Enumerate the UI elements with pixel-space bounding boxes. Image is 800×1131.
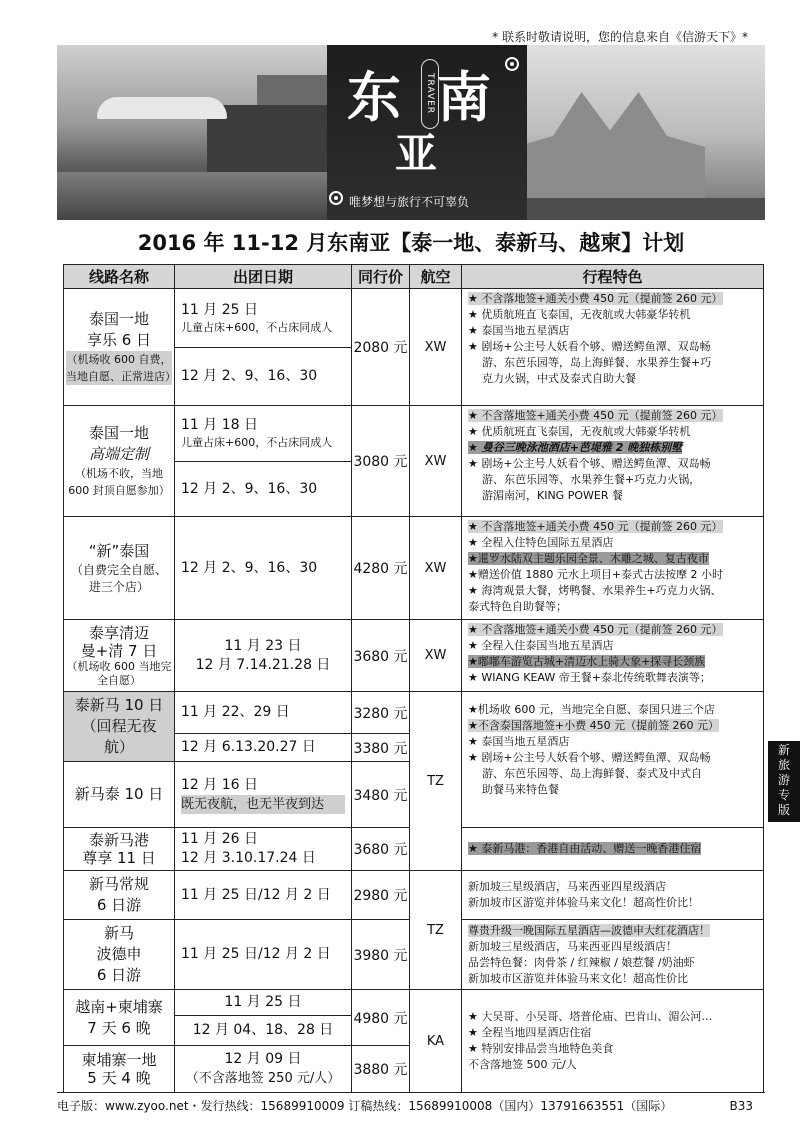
itinerary-line: ★ 剧场+公主号人妖看个够、赠送鳄鱼潭、双岛畅: [468, 457, 711, 470]
departure-date-cell: [175, 1046, 352, 1093]
itinerary-line: ★ 大吴哥、小吴哥、塔普伦庙、巴肯山、湄公河…: [468, 1010, 713, 1023]
route-name: 波德申: [96, 945, 142, 963]
departure-date-cell: 11 月 22、29 日: [175, 692, 352, 734]
route-note: （自费完全自愿、进三个店）: [70, 562, 167, 594]
departure-date-cell: [175, 828, 352, 871]
itinerary-line: 游、东芭乐园等、岛上海鲜餐、泰式及中式自: [482, 767, 702, 780]
departure-date-cell: 12 月 04、18、28 日: [175, 1016, 352, 1046]
price-cell: 3280 元: [352, 692, 410, 734]
info-source-notice: * 联系时敬请说明，您的信息来自《信游天下》*: [492, 30, 748, 44]
itinerary-line: ★ 泰新马港：香港自由活动、赠送一晚香港住宿: [468, 842, 702, 855]
side-tab-char: 版: [777, 803, 790, 817]
table-row: [64, 692, 764, 734]
banner-slogan: 唯梦想与旅行不可辜负: [349, 195, 470, 209]
logo-traver-badge: TRAVER: [421, 59, 439, 129]
itinerary-line: ★ 曼谷三晚泳池酒店+芭堤雅 2 晚独栋别墅: [468, 441, 683, 454]
airline-cell: XW: [410, 620, 462, 692]
side-tab-char: 游: [777, 773, 790, 787]
price-cell: 3080 元: [352, 406, 410, 517]
departure-date-cell: 11 月 25 日/12 月 2 日: [175, 920, 352, 990]
no-night-flight-note: 既无夜航，也无半夜到达: [181, 795, 345, 814]
airline-cell: XW: [410, 289, 462, 406]
itinerary-line: 克力火锅，中式及泰式自助大餐: [482, 372, 636, 385]
route-name: 泰新马港: [88, 831, 149, 849]
itinerary-line: 游、东芭乐园等、水果养生餐+巧克力火锅，: [482, 473, 701, 486]
table-row: [64, 871, 764, 920]
child-price-note: 儿童占床+600，不占床同成人: [181, 320, 333, 334]
route-name: 泰国一地: [88, 424, 149, 442]
departure-date: 12 月 3.10.17.24 日: [181, 850, 316, 866]
departure-date-cell: [175, 406, 352, 462]
itinerary-line: ★暹罗水陆双主题乐园全景、木雕之城、复古夜市: [468, 552, 709, 565]
itinerary-line: 游、东芭乐园等，岛上海鲜餐、水果养生餐+巧: [482, 356, 712, 369]
route-note: （机场收 600 自费，当地自愿、正常进店）: [66, 353, 176, 383]
itinerary-line: ★ 剧场+公主号人妖看个够、赠送鳄鱼潭、双岛畅: [468, 751, 711, 764]
itinerary-line: ★ 不含落地签+通关小费 450 元（提前签 260 元）: [468, 409, 723, 422]
thai-temple-photo: [485, 45, 765, 220]
itinerary-line: ★ 全程当地四星酒店住宿: [468, 1026, 592, 1039]
itinerary-line: ★ 全程入住泰国当地五星酒店: [468, 639, 614, 652]
route-name: 5 天 4 晚: [87, 1069, 151, 1087]
itinerary-cell: [462, 871, 764, 920]
route-name-cell: [64, 920, 175, 990]
airline-cell: TZ: [410, 692, 462, 871]
route-name: 高端定制: [88, 445, 149, 463]
itinerary-line: 助餐马来特色餐: [482, 783, 559, 796]
price-cell: 4980 元: [352, 990, 410, 1046]
route-name: 泰新马 10 日: [74, 696, 164, 714]
itinerary-line: 不含落地签 500 元/人: [468, 1058, 577, 1071]
table-row: [64, 406, 764, 462]
departure-date-cell: 12 月 2、9、16、30: [175, 517, 352, 620]
visa-note: （不含落地签 250 元/人）: [185, 1071, 341, 1086]
logo-char-nan: 南: [437, 66, 491, 129]
price-cell: 3980 元: [352, 920, 410, 990]
itinerary-line: 新加坡三星级酒店，马来西亚四星级酒店: [468, 880, 666, 893]
route-name: 泰国一地: [88, 310, 149, 328]
route-name: 尊享 11 日: [82, 849, 156, 867]
airline-cell: XW: [410, 406, 462, 517]
itinerary-line: 新加坡市区游览并体验马来文化！超高性价比！: [468, 896, 699, 909]
itinerary-cell: [462, 517, 764, 620]
tour-schedule-table: [63, 264, 764, 1093]
route-name: （回程无夜: [81, 717, 157, 735]
route-name: 越南+柬埔寨: [75, 997, 163, 1016]
route-name: 新马常规: [88, 875, 149, 893]
departure-date: 11 月 26 日: [181, 831, 258, 847]
table-row: [64, 289, 764, 348]
itinerary-line: 游湄南河，KING POWER 餐: [482, 489, 623, 502]
itinerary-line: 新加坡市区游览并体验马来文化！超高性价比: [468, 971, 688, 985]
price-cell: 4280 元: [352, 517, 410, 620]
itinerary-cell: [462, 620, 764, 692]
itinerary-line: ★ 不含落地签+通关小费 450 元（提前签 260 元）: [468, 623, 723, 636]
itinerary-cell: [462, 920, 764, 990]
price-cell: 3680 元: [352, 620, 410, 692]
route-name-cell: [64, 990, 175, 1046]
departure-date: 11 月 18 日: [181, 417, 258, 433]
header-banner: [57, 45, 765, 220]
route-name: 6 日游: [96, 896, 142, 914]
footer-contact: 电子版：www.zyoo.net・发行热线：15689910009 订稿热线：15689910008（国内）13791663551（国际）: [57, 1099, 673, 1113]
route-note: （机场不收，当地 600 封顶自愿参加）: [68, 467, 170, 497]
route-name-cell: [64, 289, 175, 406]
price-cell: 3380 元: [352, 734, 410, 762]
logo-char-dong: 东: [347, 66, 401, 129]
itinerary-cell: [462, 289, 764, 406]
itinerary-line: ★嘟嘟车游览古城+清迈水上骑大象+探寻长颈族: [468, 655, 706, 668]
route-name: 新马泰 10 日: [74, 785, 164, 803]
price-cell: 2080 元: [352, 289, 410, 406]
departure-date: 11 月 25 日: [181, 301, 258, 318]
departure-date-cell: [175, 620, 352, 692]
table-row: [64, 517, 764, 620]
route-name-cell: [64, 1046, 175, 1093]
itinerary-line: 品尝特色餐：肉骨茶 / 红辣椒 / 娘惹餐 /奶油虾: [468, 955, 695, 969]
side-tab-char: 旅: [777, 758, 790, 772]
route-note: （机场收 600 当地完全自愿）: [66, 659, 172, 687]
page-footer: [57, 1092, 765, 1118]
price-cell: 3880 元: [352, 1046, 410, 1093]
route-name-cell: [64, 828, 175, 871]
logo-char-ya: 亚: [395, 129, 438, 178]
route-name: 泰享清迈: [88, 623, 149, 642]
departure-date: 12 月 09 日: [224, 1051, 302, 1067]
departure-date-cell: 12 月 2、9、16、30: [175, 348, 352, 406]
departure-date-cell: [175, 762, 352, 828]
itinerary-line: ★不含泰国落地签+小费 450 元（提前签 260 元）: [468, 719, 720, 732]
header-departure-date: 出团日期: [175, 265, 352, 289]
section-side-tab: [768, 741, 800, 822]
departure-date: 12 月 7.14.21.28 日: [195, 656, 331, 673]
route-name: 曼+清 7 日: [80, 641, 158, 660]
itinerary-line: ★ 不含落地签+通关小费 450 元（提前签 260 元）: [468, 292, 723, 305]
route-name: 柬埔寨一地: [81, 1051, 157, 1069]
table-row: [64, 990, 764, 1016]
route-name: 新马: [103, 924, 134, 942]
itinerary-line: ★ 全程入住特色国际五星酒店: [468, 536, 614, 549]
itinerary-cell: [462, 406, 764, 517]
itinerary-line: 新加坡三星级酒店，马来西亚四星级酒店！: [468, 939, 677, 953]
departure-date: 12 月 16 日: [181, 776, 258, 793]
itinerary-line: ★赠送价值 1880 元水上项目+泰式古法按摩 2 小时: [468, 568, 724, 581]
itinerary-line: 泰式特色自助餐等；: [468, 600, 567, 613]
departure-date-cell: [175, 289, 352, 348]
page-number: B33: [729, 1099, 753, 1113]
airline-cell: XW: [410, 517, 462, 620]
route-name: “新”泰国: [88, 541, 150, 560]
table-row: [64, 620, 764, 692]
side-tab-char: 专: [777, 788, 790, 802]
circle-dot-icon: [329, 191, 343, 205]
page-title: 2016 年 11-12 月东南亚【泰一地、泰新马、越柬】计划: [137, 231, 685, 255]
itinerary-line: ★ 特别安排品尝当地特色美食: [468, 1042, 614, 1055]
itinerary-cell: [462, 828, 764, 871]
route-name: 6 日游: [96, 966, 142, 984]
header-itinerary: 行程特色: [462, 265, 764, 289]
route-name-cell: [64, 762, 175, 828]
itinerary-line: ★机场收 600 元，当地完全自愿、泰国只进三个店: [468, 703, 715, 716]
itinerary-line: ★ 海湾观景大餐，烤鸭餐、水果养生+巧克力火锅、: [468, 584, 722, 597]
departure-date-cell: 12 月 2、9、16、30: [175, 462, 352, 517]
route-name-cell: [64, 406, 175, 517]
itinerary-line: ★ 剧场+公主号人妖看个够、赠送鳄鱼潭、双岛畅: [468, 340, 711, 353]
route-name: 享乐 6 日: [86, 331, 152, 349]
itinerary-line: ★ 优质航班直飞泰国，无夜航或大韩豪华转机: [468, 308, 691, 321]
table-header-row: [64, 265, 764, 289]
price-cell: 2980 元: [352, 871, 410, 920]
airline-cell: TZ: [410, 871, 462, 990]
itinerary-line: ★ 泰国当地五星酒店: [468, 324, 570, 337]
departure-date-cell: 12 月 6.13.20.27 日: [175, 734, 352, 762]
airline-cell: KA: [410, 990, 462, 1093]
itinerary-line: ★ WIANG KEAW 帝王餐+泰北传统歌舞表演等；: [468, 671, 711, 684]
itinerary-line: ★ 优质航班直飞泰国，无夜航或大韩豪华转机: [468, 425, 691, 438]
departure-date-cell: 11 月 25 日/12 月 2 日: [175, 871, 352, 920]
route-name-cell: [64, 692, 175, 762]
route-name: 7 天 6 晚: [87, 1018, 151, 1037]
price-cell: 3680 元: [352, 828, 410, 871]
price-cell: 3480 元: [352, 762, 410, 828]
itinerary-cell: [462, 990, 764, 1093]
itinerary-line: ★ 泰国当地五星酒店: [468, 735, 570, 748]
itinerary-line: ★ 不含落地签+通关小费 450 元（提前签 260 元）: [468, 520, 723, 533]
departure-date: 11 月 23 日: [224, 637, 302, 654]
side-tab-char: 新: [777, 743, 790, 757]
itinerary-cell: [462, 692, 764, 828]
child-price-note: 儿童占床+600，不占床同成人: [181, 436, 333, 449]
route-name-cell: [64, 620, 175, 692]
header-airline: 航空: [410, 265, 462, 289]
route-name: 航）: [103, 738, 134, 756]
route-name-cell: [64, 871, 175, 920]
itinerary-line: 尊贵升级一晚国际五星酒店—波德申大红花酒店！: [468, 923, 710, 937]
circle-dot-icon: [505, 57, 519, 71]
header-route-name: 线路名称: [64, 265, 175, 289]
header-price: 同行价: [352, 265, 410, 289]
route-name-cell: [64, 517, 175, 620]
departure-date-cell: 11 月 25 日: [175, 990, 352, 1016]
